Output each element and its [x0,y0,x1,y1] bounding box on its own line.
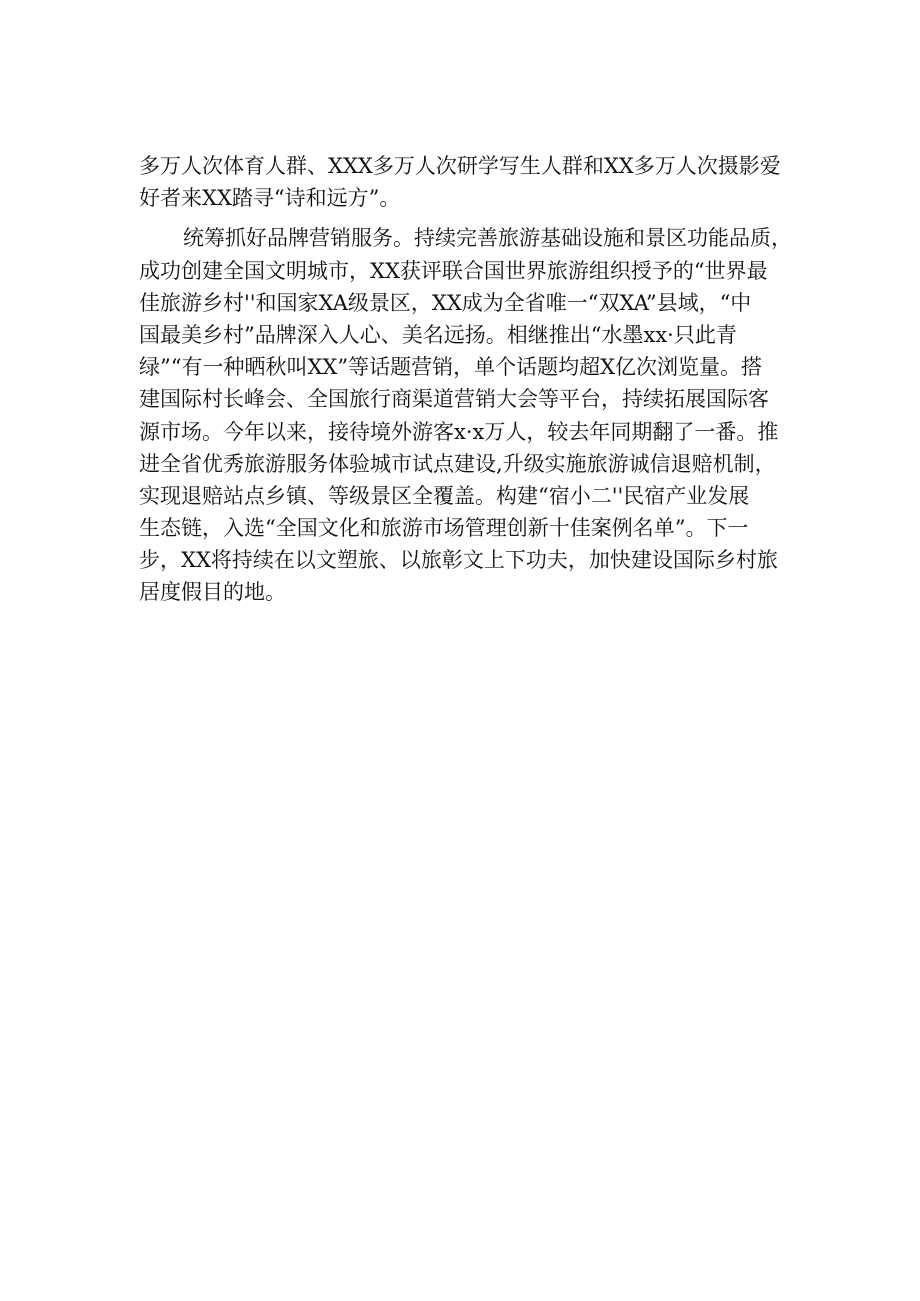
paragraph-1 [139,150,799,214]
paragraph-line: 源市场。今年以来，接待境外游客x·x万人，较去年同期翻了一番。推 [139,419,779,444]
document-body [139,150,799,609]
paragraph-line: 佳旅游乡村''和国家XA级景区，XX成为全省唯一“双XA”县域，“中 [139,290,752,315]
paragraph-line: 建国际村长峰会、全国旅行商渠道营销大会等平台，持续拓展国际客 [139,387,769,412]
paragraph-line: 统筹抓好品牌营销服务。持续完善旅游基础设施和景区功能品质， [183,226,792,251]
paragraph-line: 生态链，入选“全国文化和旅游市场管理创新十佳案例名单”。下一 [139,516,749,541]
paragraph-spacer [139,214,799,222]
paragraph-line: 成功创建全国文明城市，XX获评联合国世界旅游组织授予的“世界最 [139,258,768,283]
paragraph-line: 居度假目的地。 [139,580,286,605]
paragraph-2 [139,222,799,608]
paragraph-line: 实现退赔站点乡镇、等级景区全覆盖。构建“宿小二''民宿产业发展 [139,483,750,508]
paragraph-line: 进全省优秀旅游服务体验城市试点建设,升级实施旅游诚信退赔机制， [139,451,776,476]
paragraph-line: 步，XX将持续在以文塑旅、以旅彰文上下功夫，加快建设国际乡村旅 [139,548,778,573]
paragraph-line: 绿”“有一种晒秋叫XX”等话题营销，单个话题均超X亿次浏览量。搭 [139,355,763,380]
paragraph-line: 国最美乡村”品牌深入人心、美名远扬。相继推出“水墨xx·只此青 [139,322,737,347]
paragraph-line: 好者来XX踏寻“诗和远方”。 [139,186,401,211]
paragraph-line: 多万人次体育人群、XXX多万人次研学写生人群和XX多万人次摄影爱 [139,154,781,178]
